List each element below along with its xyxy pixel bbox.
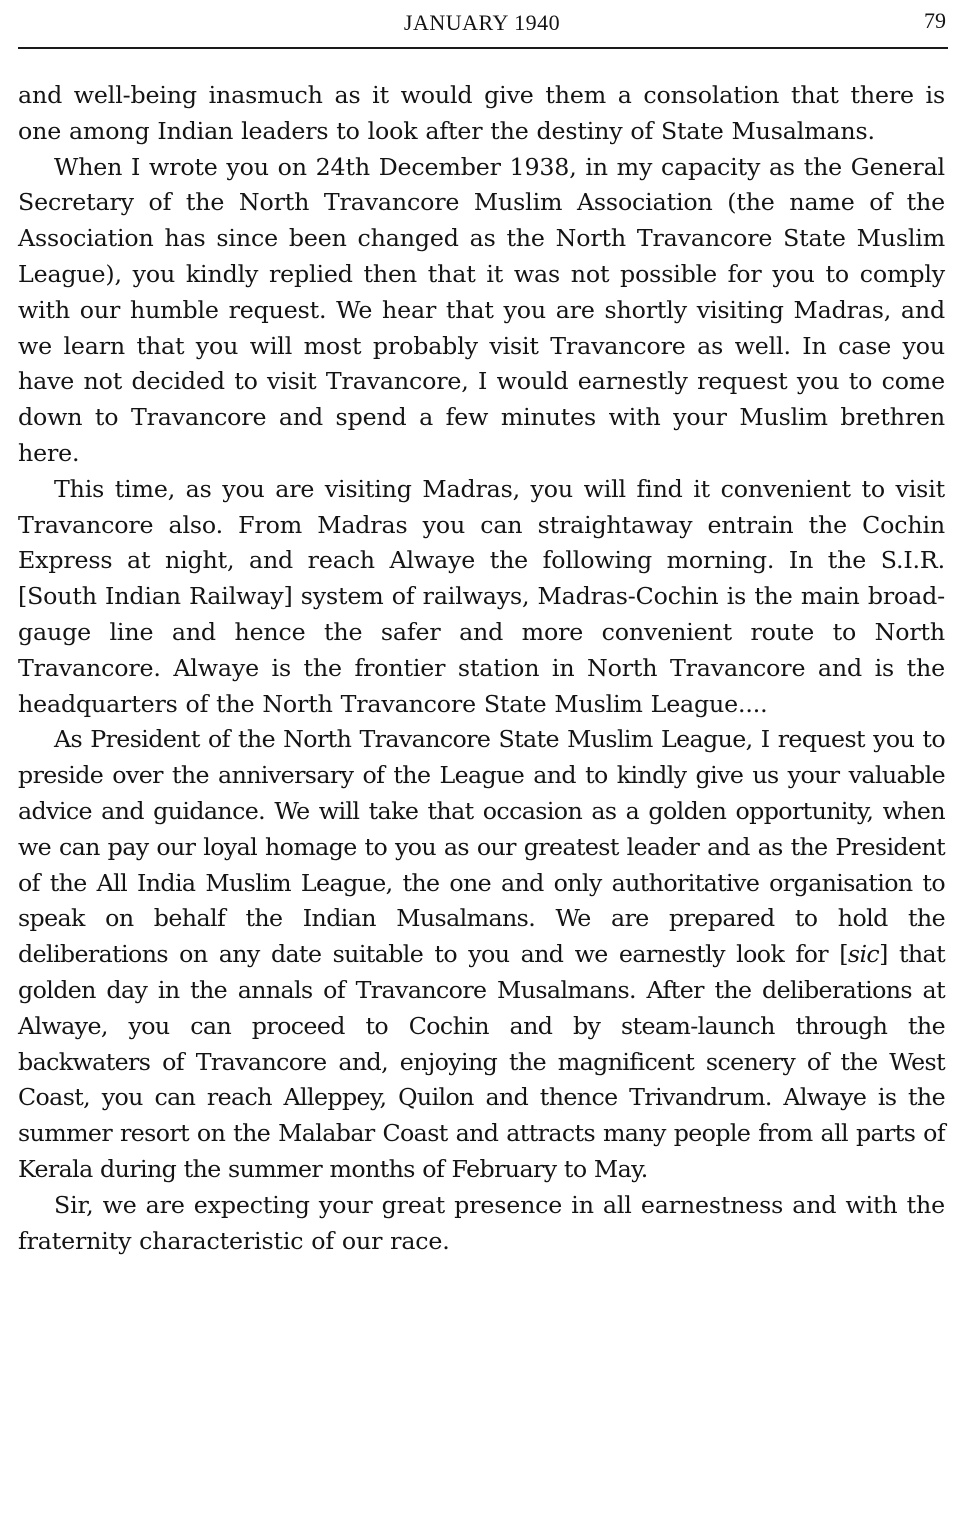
running-head <box>18 6 946 42</box>
paragraph-invitation <box>18 722 945 1187</box>
invitation-text-part-2: ] that golden day in the annals of Travancore Musalmans. After the deliberations at Alwaye, you can proceed to Cochin and by steam-launch through the backwaters of Travancore and, enjoying the magnificent scenery of the West Coast, you can reach Alleppey, Quilon and thence Trivandrum. Alwaye is the summer resort on the Malabar Coast and attracts many people from all parts of Kerala during the summer months of February to May. <box>18 940 945 1183</box>
paragraph-continuation: and well-being inasmuch as it would give them a consolation that there is one among Indian leaders to look after the destiny of State Musalmans. <box>18 81 945 145</box>
running-head-title: JANUARY 1940 <box>403 10 561 35</box>
sic-annotation: sic <box>847 940 880 969</box>
invitation-text-part-1: As President of the North Travancore State Muslim League, I request you to preside over the anniversary of the League and to kindly give us your valuable advice and guidance. We will take that occasion as a golden opportunity, when we can pay our loyal homage to you as our greatest leader and as the President of the All India Muslim League, the one and only authoritative organisation to speak on behalf the Indian Musalmans. We are prepared to hold the deliberations on any date suitable to you and we earnestly look for [ <box>18 725 945 969</box>
paragraph-travel-route: This time, as you are visiting Madras, you will find it convenient to visit Travancore also. From Madras you can straightaway entrain the Cochin Express at night, and reach Alwaye the following morning. In the S.I.R. [South Indian Railway] system of railways, Madras-Cochin is the main broad-gauge line and hence the safer and more convenient route to North Travancore. Alwaye is the frontier station in North Travancore and is the headquarters of the North Travancore State Muslim League.... <box>18 474 945 718</box>
paragraph-previous-letter: When I wrote you on 24th December 1938, in my capacity as the General Secretary of the North Travancore Muslim Association (the name of the Association has since been changed as the North Travancore State Muslim League), you kindly replied then that it was not possible for you to comply with our humble request. We hear that you are shortly visiting Madras, and we learn that you will most probably visit Travancore as well. In case you have not decided to visit Travancore, I would earnestly request you to come down to Travancore and spend a few minutes with your Muslim brethren here. <box>18 152 945 467</box>
paragraph-closing: Sir, we are expecting your great presence in all earnestness and with the fraternity characteristic of our race. <box>18 1190 945 1255</box>
header-rule <box>18 47 948 49</box>
page-number: 79 <box>924 8 946 33</box>
letter-body <box>18 78 945 1259</box>
